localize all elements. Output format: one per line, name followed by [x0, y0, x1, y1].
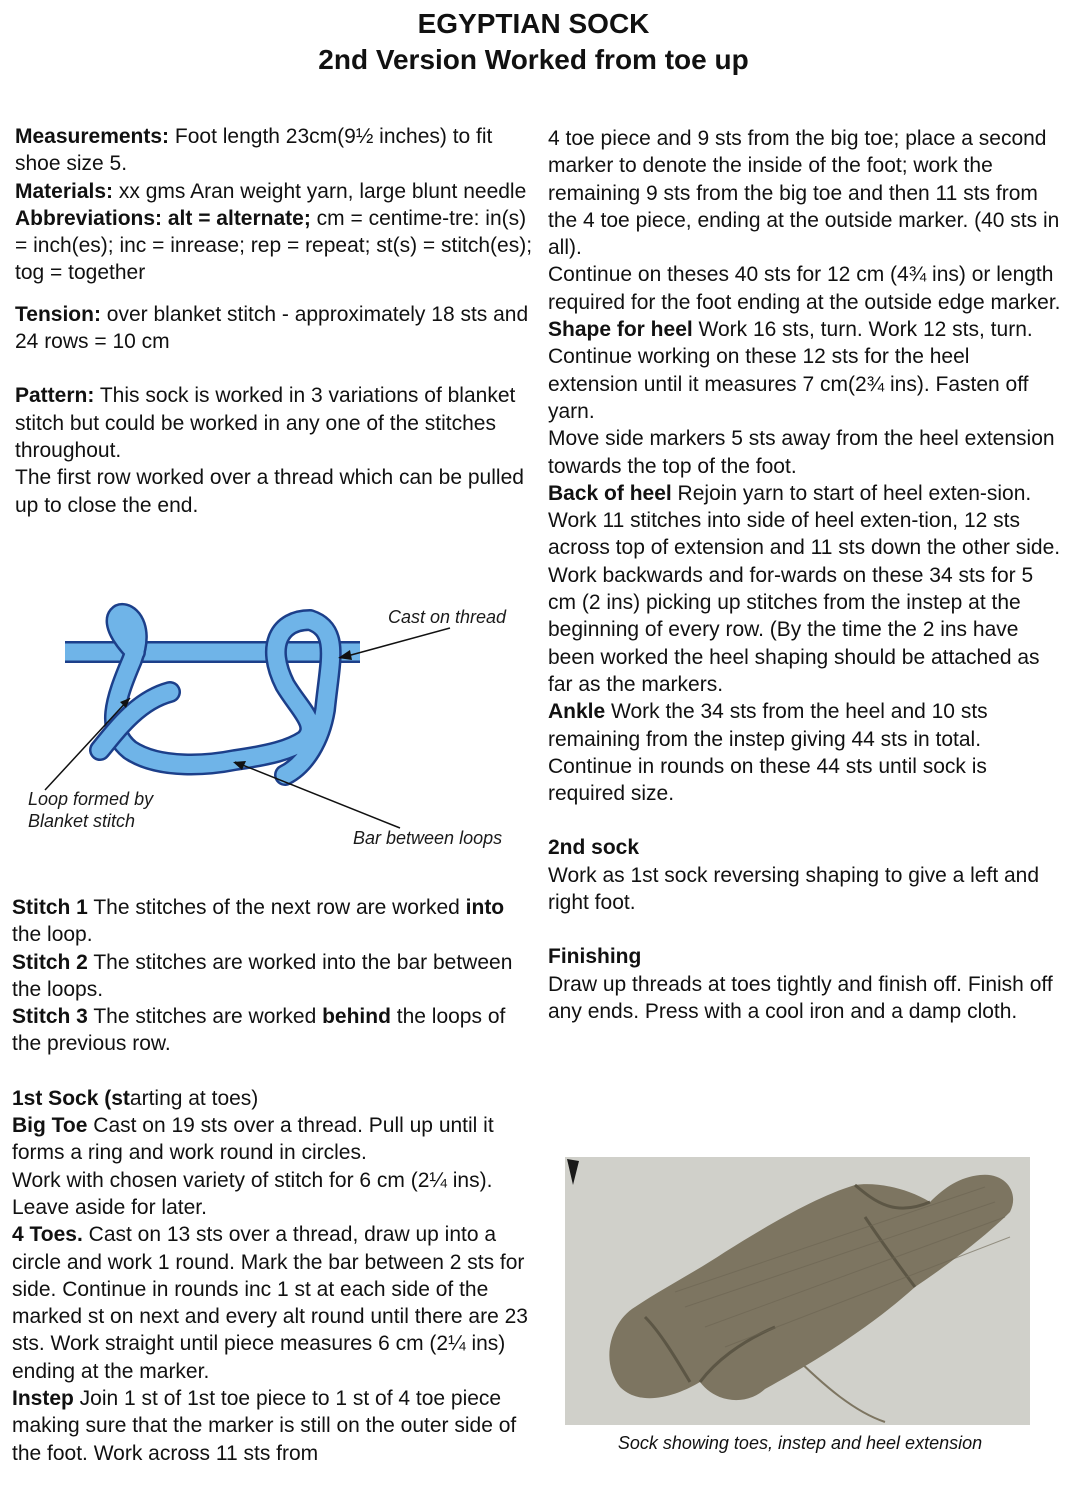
page-subtitle: 2nd Version Worked from toe up	[318, 44, 749, 75]
stitch3-bold: behind	[322, 1005, 391, 1029]
tension-paragraph	[15, 301, 535, 356]
stitch1-end: the loop.	[12, 923, 93, 947]
stitch1-paragraph	[12, 894, 534, 949]
measurements-paragraph	[15, 123, 535, 178]
heel-label: Shape for heel	[548, 318, 693, 342]
tension-label: Tension:	[15, 302, 101, 326]
materials-label: Materials:	[15, 179, 114, 203]
pattern-paragraph-2: The first row worked over a thread which can be pulled up to close the end.	[15, 466, 524, 517]
pattern-label: Pattern:	[15, 384, 95, 408]
big-toe-label: Big Toe	[12, 1114, 88, 1138]
big-toe-text: Cast on 19 sts over a thread. Pull up until it forms a ring and work round in circles.	[12, 1114, 494, 1165]
measurements-label: Measurements:	[15, 125, 170, 148]
second-sock-heading: 2nd sock	[548, 836, 640, 860]
big-toe-paragraph-2: Work with chosen variety of stitch for 6 cm (2¼ ins). Leave aside for later.	[12, 1168, 493, 1219]
sock-photo	[565, 1157, 1030, 1425]
loop-label-line2: Blanket stitch	[28, 811, 136, 831]
ankle-label: Ankle	[548, 700, 606, 724]
stitch2-text: The stitches are worked into the bar between the loops.	[12, 950, 513, 1001]
stitch3-label: Stitch 3	[12, 1005, 88, 1029]
heel-paragraph	[548, 316, 1064, 425]
ankle-text: Work the 34 sts from the heel and 10 sts remaining from the instep giving 44 sts in total. Continue in rounds on these 44 sts until sock is required size.	[548, 700, 988, 806]
instructions-right	[548, 125, 1064, 1025]
instructions-left	[12, 894, 534, 1467]
abbreviations-text: cm = centime-tre: in(s) = inch(es); inc = inrease; rep = repeat; st(s) = stitch(es); tog = together	[15, 206, 533, 285]
bar-label: Bar between loops	[353, 828, 503, 848]
four-toes-label: 4 Toes.	[12, 1223, 83, 1247]
sock-photo-image	[565, 1157, 1030, 1425]
stitch3-paragraph	[12, 1003, 534, 1058]
four-toes-paragraph	[12, 1221, 534, 1385]
finishing-text: Draw up threads at toes tightly and finish off. Finish off any ends. Press with a cool iron and a damp cloth.	[548, 972, 1053, 1023]
page-title: EGYPTIAN SOCK	[417, 8, 650, 39]
first-sock-heading	[12, 1085, 534, 1112]
back-heel-paragraph	[548, 480, 1064, 698]
measurements-text: Foot length 23cm(9½ inches) to fit shoe size 5.	[15, 125, 493, 176]
move-markers-paragraph: Move side markers 5 sts away from the heel extension towards the top of the foot.	[548, 427, 1055, 478]
stitch2-label: Stitch 2	[12, 950, 88, 974]
second-sock-text: Work as 1st sock reversing shaping to give a left and right foot.	[548, 863, 1040, 915]
stitch1-label: Stitch 1	[12, 896, 88, 919]
loop-label-line1: Loop formed by	[28, 789, 154, 809]
first-sock-heading-rest: arting at toes)	[129, 1086, 259, 1110]
pattern-text: This sock is worked in 3 variations of blanket stitch but could be worked in any one of the stitches throughout.	[15, 384, 516, 462]
bar-arrow	[233, 761, 400, 828]
stitch1-bold: into	[465, 896, 505, 919]
materials-text: xx gms Aran weight yarn, large blunt needle	[113, 179, 527, 203]
big-toe-paragraph	[12, 1112, 534, 1167]
finishing-heading: Finishing	[548, 945, 642, 969]
instep-continued: 4 toe piece and 9 sts from the big toe; place a second marker to denote the inside of the foot; work the remaining 9 sts from the big toe and then 11 sts from the 4 toe piece, ending at the outside marker. (40 sts in all).	[548, 127, 1060, 260]
instep-text: Join 1 st of 1st toe piece to 1 st of 4 toe piece making sure that the marker is still on the outer side of the foot. Work across 11 sts from	[12, 1387, 517, 1465]
abbreviations-alt: alt = alternate;	[162, 206, 311, 230]
stitch1-text: The stitches of the next row are worked	[87, 896, 466, 919]
pattern-paragraph	[15, 382, 535, 464]
abbreviations-label: Abbreviations:	[15, 206, 163, 230]
instep-paragraph	[12, 1385, 534, 1467]
continue-paragraph: Continue on theses 40 sts for 12 cm (4¾ ins) or length required for the foot ending at the outside edge marker.	[548, 263, 1061, 314]
stitch3-text: The stitches are worked	[87, 1005, 323, 1029]
stitch2-paragraph	[12, 949, 534, 1004]
blanket-stitch-diagram	[20, 590, 540, 855]
heel-text: Work 16 sts, turn. Work 12 sts, turn. Continue working on these 12 sts for the heel extension until it measures 7 cm(2¾ ins). Fasten off yarn.	[548, 318, 1033, 423]
tension-text: over blanket stitch - approximately 18 sts and 24 rows = 10 cm	[15, 302, 529, 354]
instep-label: Instep	[12, 1387, 74, 1411]
first-sock-heading-bold: 1st Sock (st	[12, 1086, 130, 1110]
cast-on-label: Cast on thread	[388, 607, 507, 627]
back-heel-text: Rejoin yarn to start of heel exten-sion. Work 11 stitches into side of heel exten-tion, 12 sts across top of extension and 11 sts down the other side. Work backwards and for-wards on these 34 sts for 5 cm (2 ins) picking up stitches from the instep at the beginning of every row. (By the time the 2 ins have been worked the heel shaping should be attached as far as the markers.	[548, 481, 1061, 696]
yarn-loops	[65, 614, 360, 775]
intro-section	[15, 123, 535, 519]
stitch3-end: the loops of the previous row.	[12, 1005, 506, 1056]
abbreviations-paragraph	[15, 205, 535, 287]
ankle-paragraph	[548, 698, 1064, 807]
back-heel-label: Back of heel	[548, 481, 672, 505]
photo-caption: Sock showing toes, instep and heel extension	[617, 1433, 983, 1453]
materials-paragraph	[15, 178, 535, 205]
four-toes-text: Cast on 13 sts over a thread, draw up into a circle and work 1 round. Mark the bar between 2 sts for side. Continue in rounds inc 1 st at each side of the marked st on next and every alt round until there are 23 sts. Work straight until piece measures 6 cm (2¼ ins) ending at the marker.	[12, 1223, 528, 1383]
